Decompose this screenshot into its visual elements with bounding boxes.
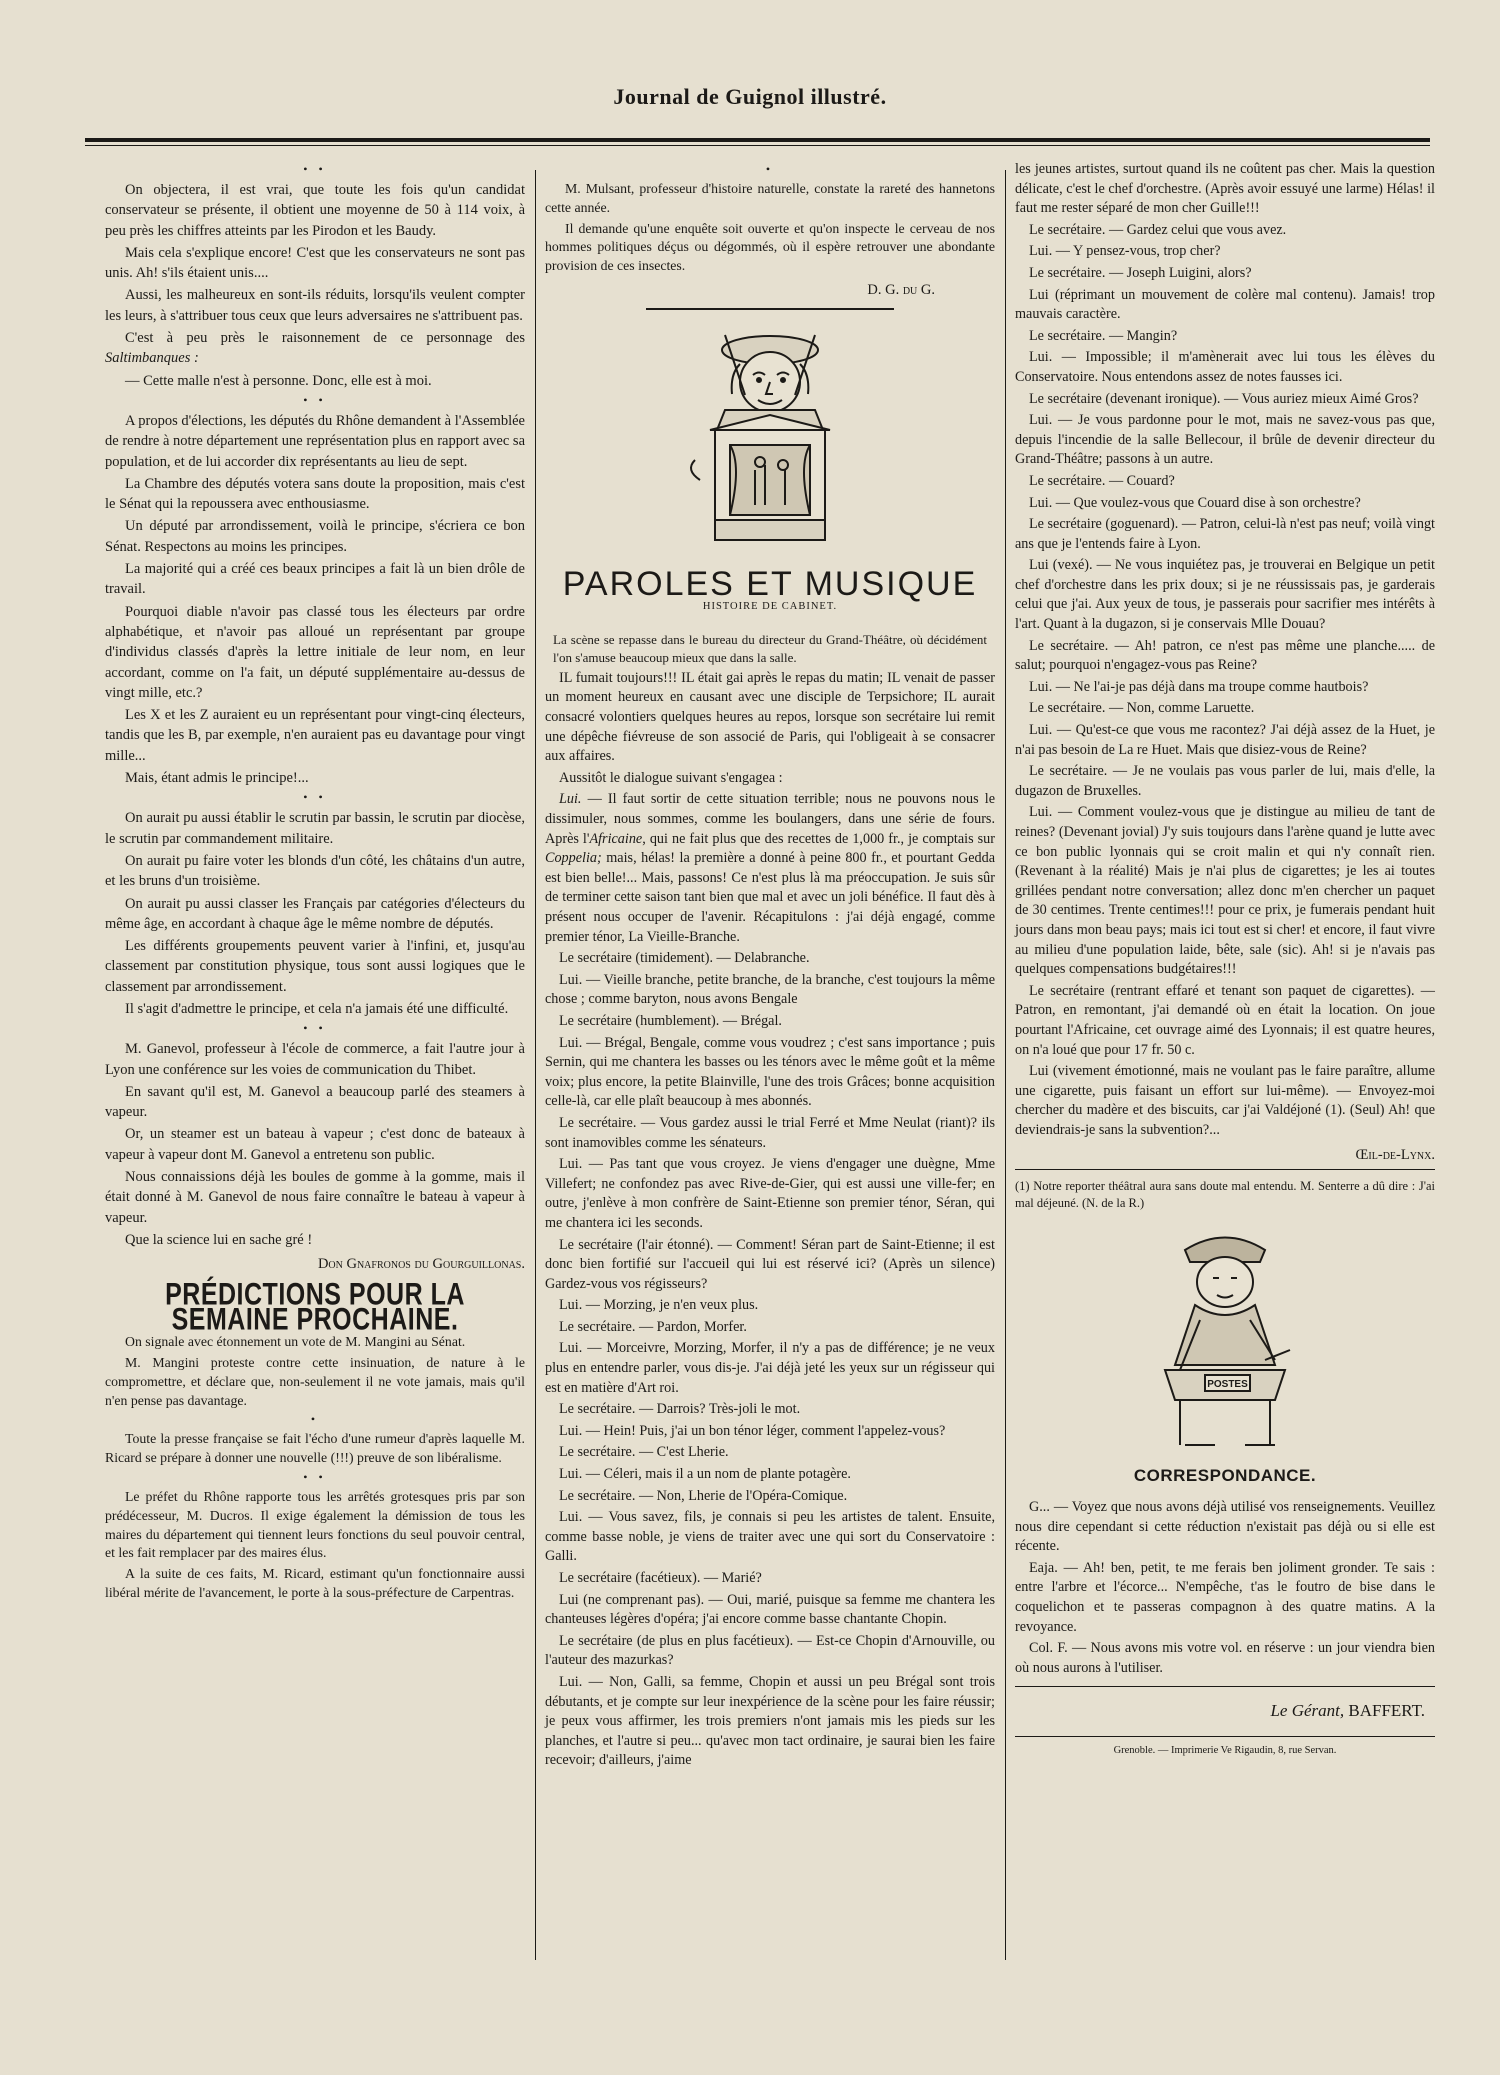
dialogue-line: Le secrétaire (rentrant effaré et tenant son paquet de cigarettes). — Patron, en remontant, j'ai demandé où en était la location. On joue pourtant l'Africaine, cet ouvrage aimé des Lyonnais; il est quatre heures, on n'a loué que pour 17 fr. 50 c. [1015,982,1435,1058]
correspondence-entry: G... — Voyez que nous avons déjà utilisé vos renseignements. Veuillez nous dire cependant si cette réduction n'existait pas déjà ou si elle est récente. [1015,1499,1435,1555]
manager-signature [1015,1701,1425,1721]
closing-rule [1015,1686,1435,1687]
ornament-rule [646,308,894,310]
manager-label: Le Gérant, [1270,1701,1345,1721]
paragraph: Mais cela s'explique encore! C'est que les conservateurs ne sont pas unis. Ah! s'ils étaient unis.... [105,244,525,282]
dialogue-line: Le secrétaire. — Non, Lherie de l'Opéra-Comique. [559,1487,848,1504]
paragraph: On aurait pu aussi établir le scrutin par bassin, le scrutin par diocèse, le scrutin par commandement militaire. [105,810,525,847]
dialogue-line: Le secrétaire. — Couard? [1029,472,1175,489]
dialogue-line: Lui. — Morceivre, Morzing, Morfer, il n'y a pas de différence; je ne veux plus en entendre parler, vous dis-je. J'ai déjà jeté les yeux sur un régisseur qui est en matière d'Art roi. [545,1340,995,1396]
dialogue-line: Lui. — Impossible; il m'amènerait avec lui tous les élèves du Conservatoire. Nous entendons assez de notes fausses ici. [1015,349,1435,385]
paragraph: M. Ganevol, professeur à l'école de commerce, a fait l'autre jour à Lyon une conférence sur les voies de communication du Thibet. [105,1041,525,1078]
section-separator: • • [303,1021,327,1036]
dialogue-line: Lui. — Comment voulez-vous que je distingue au milieu de tant de reines? (Devenant jovial) J'y suis toujours dans l'arène quand je lutte avec ce bon public lyonnais qui se croit malin et qui n'y connaît rien. (Revenant à la réalité) Mais je n'ai plus de cigarettes; je les ai toutes grillées pendant notre conversation; allez donc m'en chercher un paquet de 30 centimes. Trente centimes!!! pour ce prix, je fumerais pendant huit jours dans mon beau pays; mais ici tout est si cher! et encore, il faut vivre au milieu d'une population laide, bête, sale (sic). Ah! si je n'avais pas quelques compensations budgétaires!!! [1015,804,1435,978]
correspondence-entry: Col. F. — Nous avons mis votre vol. en réserve : un jour viendra bien où nous aurons à l'utiliser. [1015,1640,1435,1676]
section-separator: • [765,162,775,176]
dialogue-line: Lui. — Qu'est-ce que vous me racontez? J'ai déjà assez de la Huet, je n'ai pas besoin de La re Huet. Mais que disiez-vous de Reine? [1015,722,1435,758]
correspondence-entry: Eaja. — Ah! ben, petit, te me ferais ben joliment gronder. Te sais : entre l'arbre et l'écorce... N'empêche, t'as le foutro de bise dans le coquelichon et te passeras compagnon à des quatre matins. A la revoyance. [1015,1559,1435,1635]
paragraph: A propos d'élections, les députés du Rhône demandent à l'Assemblée de rendre à notre département une représentation plus en rapport avec sa population, et de lui accorder dix représentants au lieu de sept. [105,412,525,470]
paragraph [105,328,525,369]
dialogue-line: Le secrétaire (facétieux). — Marié? [559,1570,762,1586]
paragraph: On aurait pu faire voter les blonds d'un côté, les châtains d'un autre, et les bruns d'un troisième. [105,852,525,890]
dialogue-line: Le secrétaire (timidement). — Delabranche. [559,950,810,967]
footnote-rule [1015,1169,1435,1170]
play-title: Saltimbanques : [105,350,199,367]
dialogue-line: Le secrétaire (l'air étonné). — Comment! Séran part de Saint-Etienne; il est donc bien fortifié sur l'accueil qui lui est réservé ici? (Après un silence) Gardez-vous vos régisseurs? [545,1236,995,1292]
column-right [1015,160,1435,1761]
dialogue-line: Lui. — Vieille branche, petite branche, de la branche, c'est toujours la même chose ; comme baryton, nous avons Bengale [545,971,995,1008]
section-separator: • • [303,392,327,407]
column-middle [545,160,995,1773]
section-separator: • • [303,790,327,805]
dialogue-line: Lui. — Hein! Puis, j'ai un bon ténor léger, comment l'appelez-vous? [559,1422,946,1439]
dialogue-line: Lui (vexé). — Ne vous inquiétez pas, je trouverai en Belgique un petit chef d'orchestre dans les prix doux; si je ne réussissais pas, je garderais celui que j'ai. Aux yeux de tous, je passerais pour sacrifier mes intérêts à l'art. Quant à la dugazon, si je conservais Mlle Douau? [1015,557,1435,633]
dialogue-line: Lui. — Y pensez-vous, trop cher? [1029,243,1221,260]
dialogue-line: Le secrétaire (goguenard). — Patron, celui-là n'est pas neuf; voilà vingt ans que je l'entends faire à Lyon. [1015,516,1435,552]
speaker: Lui. [559,791,582,808]
dialogue-line: Lui. — Vous savez, fils, je connais si peu les artistes de talent. Ensuite, comme basse noble, je viens de traiter avec une qui sort du Conservatoire : Galli. [545,1509,995,1565]
dialogue-line: Le secrétaire. — Non, comme Laruette. [1029,700,1255,717]
dialogue-line: Le secrétaire. — Darrois? Très-joli le mot. [559,1401,801,1418]
correspondence-title: CORRESPONDANCE. [1133,1465,1317,1485]
paragraph: Il s'agit d'admettre le principe, et cela n'a jamais été une difficulté. [125,1000,509,1017]
dialogue-line: Le secrétaire. — Gardez celui que vous avez. [1029,221,1287,238]
header-rule-thin [85,145,1430,146]
dialogue-line: Lui (ne comprenant pas). — Oui, marié, puisque sa femme me chantera les chanteuses légères d'opéra; j'ai encore comme basse chantante Chopin. [545,1591,995,1628]
paragraph: M. Mulsant, professeur d'histoire naturelle, constate la rareté des hannetons cette année. [545,181,995,215]
paragraph: On objectera, il est vrai, que toute les fois qu'un candidat conservateur se présente, il obtient une moyenne de 50 à 114 voix, à peu près les chiffres atteints par les Pirodon et les Baudy. [105,182,525,239]
paragraph: Un député par arrondissement, voilà le principe, s'écriera ce bon Sénat. Respectons au moins les principes. [105,518,525,555]
paragraph: A la suite de ces faits, M. Ricard, estimant qu'un fonctionnaire aussi libéral mérite de l'avancement, le porte à la sous-préfecture de Carpentras. [105,1566,525,1600]
section-separator: • • [303,162,327,176]
dialogue-line: Lui. — Que voulez-vous que Couard dise à son orchestre? [1029,494,1361,511]
paragraph: Les X et les Z auraient eu un représentant pour vingt-cinq électeurs, tandis que les B, par exemple, n'en auraient pas eu davantage pour vingt mille... [105,707,525,764]
signature: Œil-de-Lynx. [1355,1146,1435,1163]
opera-title: Coppelia; [545,850,602,867]
paragraph: On aurait pu aussi classer les Français par catégories d'électeurs du même âge, en accordant à chaque âge le même nombre de députés. [105,895,525,932]
paragraph: Pourquoi diable n'avoir pas classé tous les électeurs par ordre alphabétique, et n'avoir pas alloué un représentant par groupe d'individus classés d'après la lettre initiale de leur nom, en leur accordant, comme on l'a fait, un député supplémentaire au-dessus de vingt mille, etc.? [105,603,525,701]
paragraph: Aussi, les malheureux en sont-ils réduits, lorsqu'ils veulent compter les leurs, à s'attribuer tous ceux que leurs adversaires ne s'attribuent pas. [105,287,525,324]
paragraph: La Chambre des députés votera sans doute la proposition, mais c'est le Sénat qui la repoussera avec enthousiasme. [105,475,525,513]
text: mais, hélas! la première a donné à peine 800 fr., et pourtant Gedda est bien belle!... Mais, passons! Ce n'est plus là ma préoccupation. Je suis sûr de terminer cette saison tant bien que mal et avec un joli bénéfice. Il faut dès à présent nous occuper de l'avenir. Récapitulons : j'ai déjà engagé, comme premier ténor, La Vieille-Branche. [545,850,995,945]
postes-sign-label: POSTES [1207,1378,1248,1390]
signature: D. G. du G. [867,281,935,298]
paragraph: Il demande qu'une enquête soit ouverte et qu'on inspecte le cerveau de nos hommes politiques déçus ou dégommés, où il espère retrouver une abondante provision de ces insectes. [545,220,995,274]
closing-rule [1015,1736,1435,1737]
paragraph: Le préfet du Rhône rapporte tous les arrêtés grotesques pris par son prédécesseur, M. Ducros. Il exige également la démission de tous les maires du département qui tiennent leurs fonctions du seul pouvoir central, et les fait remplacer par des maires élus. [105,1488,525,1561]
dialogue-line: Lui. — Brégal, Bengale, comme vous voudrez ; c'est sans importance ; puis Sernin, qui me chantera les basses ou les ténors avec le même goût et la même voix; plus encore, la petite Blainville, l'une des trois Grâces; bonne acquisition celle-là, car elle plaît beaucoup à mes abonnés. [545,1034,995,1110]
section-separator: • [310,1412,320,1427]
dialogue-line: Lui. — Je vous pardonne pour le mot, mais ne savez-vous pas que, depuis l'incendie de la salle Bellecour, il brûle de devenir directeur du Grand-Théâtre; passons à un autre. [1015,412,1435,468]
dialogue-line: Le secrétaire. — Pardon, Morfer. [559,1318,747,1335]
dialogue-line: Lui. — Pas tant que vous croyez. Je viens d'engager une duègne, Mme Villefert; ne confondez pas avec Rive-de-Gier, qui est aussi une ville-fer; en outre, j'enlève à mon confrère de Saint-Etienne son premier ténor, Séran, qui me chantera ici les seconds. [545,1156,995,1231]
dialogue-line: Le secrétaire. — Je ne voulais pas vous parler de lui, mais d'elle, la dugazon de Bruxelles. [1015,763,1435,799]
dialogue-line: Le secrétaire (humblement). — Brégal. [559,1012,782,1029]
dialogue-line: les jeunes artistes, surtout quand ils ne coûtent pas cher. Mais la question délicate, c'est le chef d'orchestre. (Après avoir essuyé une larme) Hélas! il faut me rester séparé de mon cher Guille!!! [1015,161,1435,217]
dialogue-line: Le secrétaire (de plus en plus facétieux). — Est-ce Chopin d'Arnouville, ou l'auteur des mazurkas? [545,1632,995,1669]
dialogue-line: Lui. — Céleri, mais il a un nom de plante potagère. [559,1466,851,1483]
dialogue-line: Lui (réprimant un mouvement de colère mal contenu). Jamais! trop mauvais caractère. [1015,286,1435,323]
dialogue-line: Lui. — Morzing, je n'en veux plus. [559,1297,759,1314]
dialogue-line: Lui. — Non, Galli, sa femme, Chopin et aussi un peu Brégal sont trois débutants, et je compte sur leur inexpérience de la scène pour les faire réussir; je peux vous affirmer, les trois premiers n'ont jamais mis les pieds sur les planches, et l'autre si peu... qu'avec mon tact ordinaire, je saurai bien les faire recevoir; d'ailleurs, j'aime [545,1673,995,1769]
dialogue-line: Lui (vivement émotionné, mais ne voulant pas le faire paraître, allume une cigarette, puis faisant un effort sur lui-même). — Envoyez-moi chercher du madère et des biscuits, car j'ai Valdéjoné (1). (Seul) Ah! que deviendrais-je sans la subvention?... [1015,1063,1435,1138]
dialogue-line: Lui. — Ne l'ai-je pas déjà dans ma troupe comme hautbois? [1029,678,1369,695]
signature: Don Gnafronos du Gourguillonas. [317,1256,525,1273]
postman-writing-illustration [1125,1220,1325,1460]
paragraph: M. Mangini proteste contre cette insinuation, de nature à le compromettre, et déclare que, non-seulement il ne vote jamais, mais qu'il n'en pense pas davantage. [105,1354,525,1408]
column-divider-1 [535,170,536,1960]
footnote: (1) Notre reporter théâtral aura sans doute mal entendu. M. Senterre a dû dire : J'ai mal déjeuné. (N. de la R.) [1015,1178,1435,1210]
paragraph: Les différents groupements peuvent varier à l'infini, et, jusqu'au classement par constitution physique, tous sont aussi logiques que le classement par arrondissement. [105,938,525,995]
paragraph: — Cette malle n'est à personne. Donc, elle est à moi. [125,372,432,389]
text: C'est à peu près le raisonnement de ce personnage des [125,330,525,347]
paragraph: IL fumait toujours!!! IL était gai après le repas du matin; IL venait de passer un moment heureux en causant avec une disciple de Terpsichore; IL aurait consacré volontiers quelques heures au repos, lorsque son secrétaire lui remit une dépêche fiévreuse de son associé de Paris, qui l'obligeait à se consacrer aux affaires. [545,669,995,765]
column-divider-2 [1005,170,1006,1960]
dialogue-line: Le secrétaire. — Mangin? [1029,327,1178,344]
printer-imprint: Grenoble. — Imprimerie Ve Rigaudin, 8, rue Servan. [1113,1744,1337,1756]
article-title: PAROLES ET MUSIQUE [562,565,978,604]
paragraph: Que la science lui en sache gré ! [125,1231,313,1248]
dialogue-line: Le secrétaire (devenant ironique). — Vous auriez mieux Aimé Gros? [1029,390,1419,407]
paragraph: Or, un steamer est un bateau à vapeur ; c'est donc de bateaux à vapeur à vapeur dont M. Ganevol a entretenu son public. [105,1126,525,1163]
dialogue-line: Le secrétaire. — C'est Lherie. [559,1444,729,1461]
predictions-title: PRÉDICTIONS POUR LA SEMAINE PROCHAINE. [165,1276,465,1337]
page-header-title: Journal de Guignol illustré. [613,84,887,109]
paragraph [545,790,995,947]
opera-title: Africaine [589,830,643,847]
dialogue-line: Le secrétaire. — Joseph Luigini, alors? [1029,264,1252,281]
paragraph: Mais, étant admis le principe!... [125,770,309,787]
text: — Il faut sortir de cette situation terrible; nous ne pouvons nous le dissimuler, nous sommes, comme les boulangers, dans une série de fours. Après l' [545,791,995,847]
paragraph: En savant qu'il est, M. Ganevol a beaucoup parlé des steamers à vapeur. [105,1083,525,1121]
column-left [105,160,525,1605]
paragraph: Aussitôt le dialogue suivant s'engagea : [559,769,783,786]
paragraph: Toute la presse française se fait l'écho d'une rumeur d'après laquelle M. Ricard se prépare à donner une nouvelle (!!!) preuve de son libéralisme. [105,1431,525,1466]
paragraph: On signale avec étonnement un vote de M. Mangini au Sénat. [125,1334,466,1350]
article-subtitle: HISTOIRE DE CABINET. [702,600,838,612]
article-intro: La scène se repasse dans le bureau du directeur du Grand-Théâtre, où décidément l'on s'amuse beaucoup mieux que dans la salle. [553,631,987,665]
manager-name: BAFFERT. [1348,1701,1425,1721]
dialogue-line: Le secrétaire. — Vous gardez aussi le trial Ferré et Mme Neulat (riant)? ils sont inamovibles comme les sénateurs. [545,1114,995,1151]
dialogue-line: Le secrétaire. — Ah! patron, ce n'est pas même une planche..... de salut; pourquoi n'engagez-vous pas Reine? [1015,637,1435,674]
paragraph: Nous connaissions déjà les boules de gomme à la gomme, mais il était donné à M. Ganevol de nous faire connaître le bateau à vapeur à vapeur. [105,1169,525,1226]
paragraph: La majorité qui a créé ces beaux principes a fait là un bien drôle de travail. [105,561,525,598]
section-separator: • • [303,1469,327,1484]
guignol-puppet-theatre-illustration [655,320,885,570]
text: , qui ne fait plus que des recettes de 1,000 fr., je comptais sur [642,830,995,847]
header-rule-thick [85,138,1430,142]
